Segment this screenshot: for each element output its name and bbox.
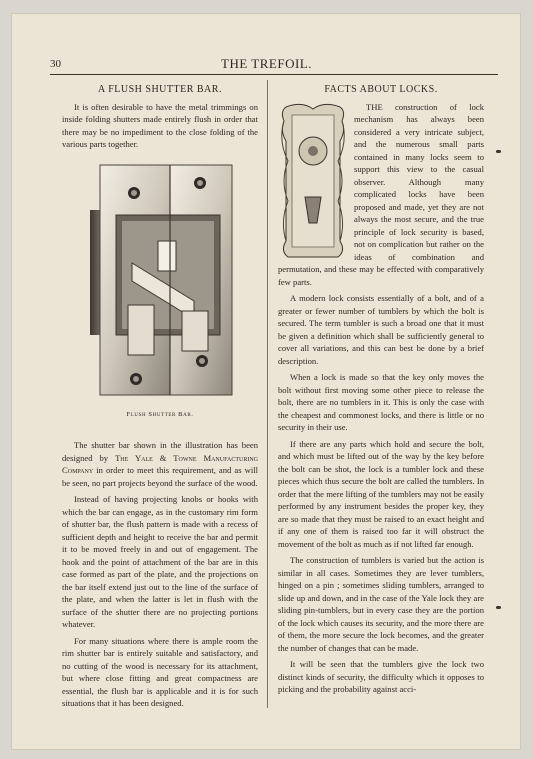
paragraph-situations: For many situations where there is ample room the rim shutter bar is entirely suitable and satisfactory, and no cutting of the wood is necessary for its attachment, but where close fitting and great compactness are essential, the flush bar is applicable and it is for such situations that it has been designed.	[62, 635, 258, 708]
paragraph-design-end: in order to meet this requirement, and as will be seen, no part projects beyond the surface of the wood.	[62, 465, 258, 488]
left-column	[62, 82, 258, 714]
page-number: 30	[50, 58, 61, 70]
company-name: The Yale & Towne Manufacturing Company	[62, 452, 258, 475]
article-heading-shutter-bar: A FLUSH SHUTTER BAR.	[98, 84, 222, 95]
shutter-bar-illustration	[62, 155, 258, 405]
escutcheon-ornament	[278, 101, 348, 261]
column-divider	[267, 80, 268, 708]
right-column	[278, 82, 484, 700]
article-heading-locks: FACTS ABOUT LOCKS.	[324, 84, 438, 95]
ink-mark	[496, 150, 501, 153]
locks-paragraph-3: When a lock is made so that the key only moves the bolt without first moving some other piece to release the bolt, there are no tumblers in it. This is only the case with the cheapest and commonest locks, and there is little or no security in their use.	[278, 372, 484, 432]
running-title: THE TREFOIL.	[221, 56, 312, 71]
paragraph-design	[62, 439, 258, 489]
locks-paragraph-5: The construction of tumblers is varied but the action is similar in all cases. Sometimes they are lever tumblers, hinged on a pin ; sometimes sliding tumblers, arranged to slide up and down, and in the case of the Yale lock they are sliding pin-tumblers, but in every case they are the portion of the lock which causes its security, and the more there are of them, the more secure the lock becomes, and the greater the number of changes that can be made.	[278, 555, 484, 653]
intro-paragraph: It is often desirable to have the metal trimmings on inside folding shutters made entirely flush in order that there may be no impediment to the close folding of the various parts together.	[62, 101, 258, 149]
locks-paragraph-6: It will be seen that the tumblers give the lock two distinct kinds of security, the difficulty which it opposes to picking and the probability against acci-	[278, 659, 484, 694]
header-rule	[50, 74, 498, 75]
locks-paragraph-1: THE construction of lock mechanism has always been considered a very intricate subject, and the numerous small parts contained in many locks seem to support this view to the casual observer. Although many complicated locks have been proposed and made, yet they are not always the most secure, and the true principle of lock security is based, not on complication but rather on the ideas of combination and permutation, and these may be effected with comparatively few parts.	[278, 101, 484, 287]
paragraph-design-start: The shutter bar shown in the illustration has been designed by	[62, 440, 258, 463]
ink-mark	[496, 606, 501, 609]
paragraph-recess: Instead of having projecting knobs or hooks with which the bar can engage, as in the customary rim form of shutter bar, the flush pattern is made with a recess of sufficient depth and height to receive the bar and permit it to be moved freely in and out of engagement. The hook and the point of attachment of the bar are in this case formed as part of the plate, and the projections on the bar itself extend just out to the line of the surface of the plate, and when the latter is let in flush with the surface of the shutter there are no projecting portions whatever.	[62, 494, 258, 629]
figure-caption: Flush Shutter Bar.	[126, 410, 194, 418]
locks-paragraph-2: A modern lock consists essentially of a bolt, and of a greater or fewer number of tumblers by which the bolt is secured. The term tumbler is such a broad one that it must be given a definition which shall be sufficiently general to cover all variations, and this can best be done by a brief description.	[278, 293, 484, 366]
locks-paragraph-4: If there are any parts which hold and secure the bolt, and which must be lifted out of the way by the key before the bolt can be shot, the lock is a tumbler lock and these pieces which thus secure the bolt are called the tumblers. In order that the mere lifting of the tumblers may not be easily performed by any instrument besides the proper key, they are so made that they must be raised to an exact height and if any one of them is raised too far it will obstruct the movement of the bolt as much as if not lifted far enough.	[278, 438, 484, 549]
